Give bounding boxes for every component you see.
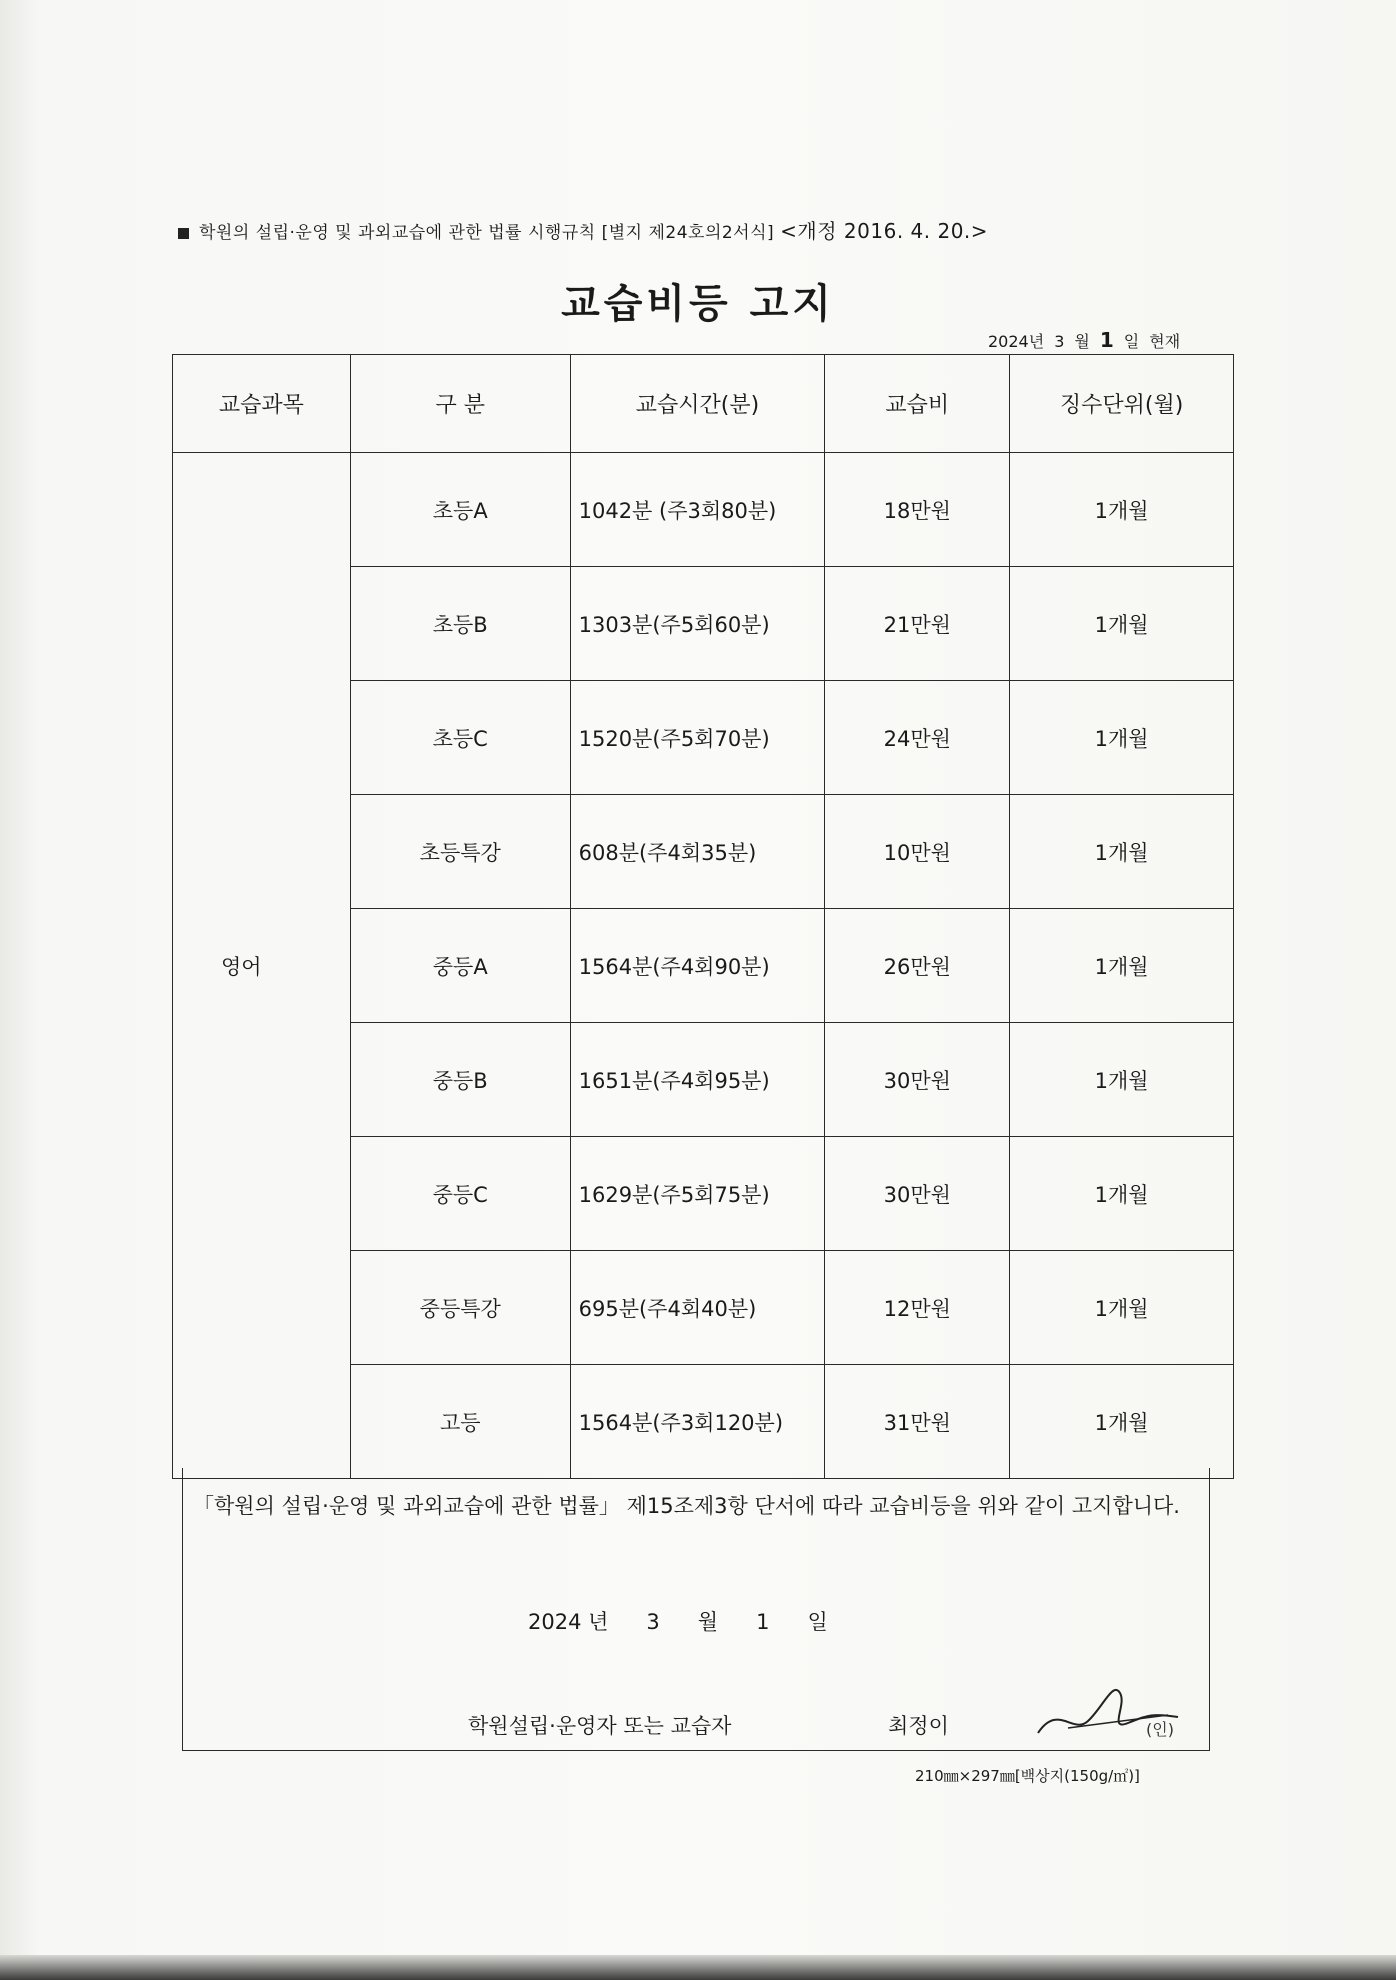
unit-cell: 1개월 xyxy=(1010,1023,1234,1137)
unit-cell: 1개월 xyxy=(1010,1251,1234,1365)
fee-table xyxy=(172,354,1234,1479)
fee-cell: 30만원 xyxy=(825,1023,1010,1137)
fee-cell: 21만원 xyxy=(825,567,1010,681)
unit-cell: 1개월 xyxy=(1010,1137,1234,1251)
header-subject: 교습과목 xyxy=(173,355,351,453)
as-of-day: 1 xyxy=(1099,328,1114,352)
fee-cell: 31만원 xyxy=(825,1365,1010,1479)
notice-text: 「학원의 설립·운영 및 과외교습에 관한 법률」 제15조제3항 단서에 따라 교습비등을 위와 같이 고지합니다. xyxy=(193,1494,1180,1518)
unit-cell: 1개월 xyxy=(1010,909,1234,1023)
notice-date xyxy=(528,1606,866,1636)
as-of-suffix: 현재 xyxy=(1149,332,1181,351)
notice-month-unit: 월 xyxy=(697,1610,719,1634)
time-cell: 1520분(주5회70분) xyxy=(570,681,825,795)
category-cell: 초등A xyxy=(350,453,570,567)
header-category: 구 분 xyxy=(350,355,570,453)
fee-cell: 26만원 xyxy=(825,909,1010,1023)
time-cell: 608분(주4회35분) xyxy=(570,795,825,909)
fee-cell: 10만원 xyxy=(825,795,1010,909)
square-bullet-icon xyxy=(178,228,189,239)
unit-cell: 1개월 xyxy=(1010,567,1234,681)
header-time: 교습시간(분) xyxy=(570,355,825,453)
unit-cell: 1개월 xyxy=(1010,795,1234,909)
revision-note: <개정 2016. 4. 20.> xyxy=(780,219,989,243)
category-cell: 고등 xyxy=(350,1365,570,1479)
notice-year: 2024 년 xyxy=(528,1610,609,1634)
time-cell: 1564분(주3회120분) xyxy=(570,1365,825,1479)
notice-box xyxy=(182,1468,1210,1751)
category-cell: 중등A xyxy=(350,909,570,1023)
as-of-month: 3 xyxy=(1054,332,1065,351)
category-cell: 중등C xyxy=(350,1137,570,1251)
scan-bottom-edge xyxy=(0,1955,1396,1980)
legal-reference-text: 학원의 설립·운영 및 과외교습에 관한 법률 시행규칙 [별지 제24호의2서식] xyxy=(199,223,775,243)
fee-cell: 12만원 xyxy=(825,1251,1010,1365)
unit-cell: 1개월 xyxy=(1010,681,1234,795)
notice-day-unit: 일 xyxy=(807,1610,828,1634)
page-title: 교습비등 고지 xyxy=(561,281,835,327)
time-cell: 695분(주4회40분) xyxy=(570,1251,825,1365)
unit-cell: 1개월 xyxy=(1010,1365,1234,1479)
category-cell: 중등B xyxy=(350,1023,570,1137)
table-row xyxy=(173,453,1234,567)
fee-cell: 30만원 xyxy=(825,1137,1010,1251)
time-cell: 1629분(주5회75분) xyxy=(570,1137,825,1251)
signer-name: 최정이 xyxy=(888,1714,949,1738)
signer-label: 학원설립·운영자 또는 교습자 xyxy=(468,1714,732,1738)
time-cell: 1564분(주4회90분) xyxy=(570,909,825,1023)
as-of-date xyxy=(988,328,1190,352)
time-cell: 1042분 (주3회80분) xyxy=(570,453,825,567)
as-of-day-unit: 일 xyxy=(1123,332,1140,351)
subject-cell: 영어 xyxy=(173,453,351,1479)
paper-spec: 210㎜×297㎜[백상지(150g/㎡)] xyxy=(915,1767,1140,1785)
seal-mark: (인) xyxy=(1146,1720,1174,1739)
time-cell: 1303분(주5회60분) xyxy=(570,567,825,681)
signature xyxy=(1028,1673,1188,1747)
table-header-row xyxy=(173,355,1234,453)
category-cell: 초등C xyxy=(350,681,570,795)
as-of-year: 2024년 xyxy=(988,332,1045,351)
category-cell: 초등B xyxy=(350,567,570,681)
header-fee: 교습비 xyxy=(825,355,1010,453)
header-unit: 징수단위(월) xyxy=(1010,355,1234,453)
category-cell: 중등특강 xyxy=(350,1251,570,1365)
notice-month: 3 xyxy=(646,1610,660,1634)
category-cell: 초등특강 xyxy=(350,795,570,909)
time-cell: 1651분(주4회95분) xyxy=(570,1023,825,1137)
as-of-month-unit: 월 xyxy=(1074,332,1090,351)
legal-reference xyxy=(178,215,988,244)
unit-cell: 1개월 xyxy=(1010,453,1234,567)
notice-day: 1 xyxy=(756,1610,770,1634)
fee-cell: 24만원 xyxy=(825,681,1010,795)
fee-cell: 18만원 xyxy=(825,453,1010,567)
